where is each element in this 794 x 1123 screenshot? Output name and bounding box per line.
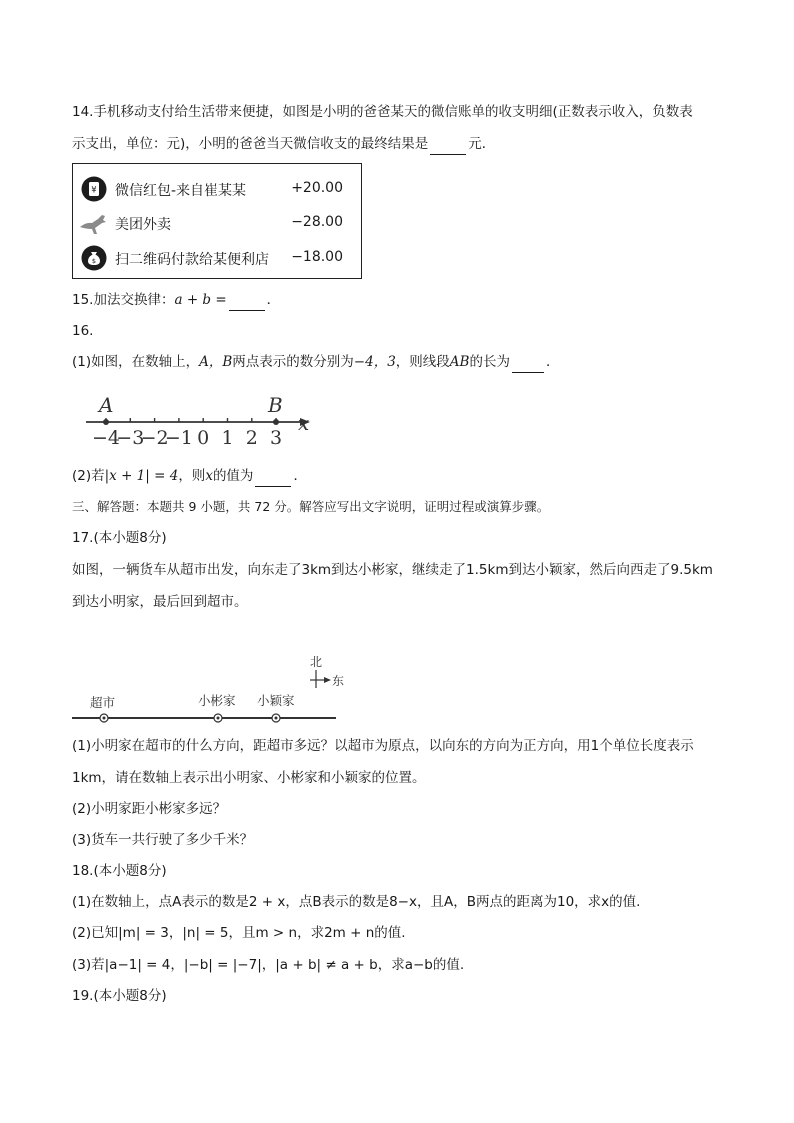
q16-p2-text: (2)若 xyxy=(72,468,105,484)
place-label-xiaobin: 小彬家 xyxy=(198,693,236,708)
compass-east-arrow xyxy=(324,677,331,683)
compass-east-label: 东 xyxy=(332,674,345,688)
q16-part2 xyxy=(72,466,307,487)
q14-line1: 14.手机移动支付给生活带来便捷，如图是小明的爸爸某天的微信账单的收支明细(正数表示收入，负数表 xyxy=(72,104,693,120)
tick-label: −2 xyxy=(140,427,169,449)
wechat-bill-box xyxy=(72,163,362,279)
tick-label: 2 xyxy=(245,427,258,449)
tick-label: −1 xyxy=(164,427,193,449)
transaction-row xyxy=(73,207,361,241)
q16-p1-text3: ，则线段 xyxy=(395,354,450,370)
tick-label: −4 xyxy=(91,427,121,449)
q15-text: 15.加法交换律： xyxy=(72,292,175,308)
tick-label: 1 xyxy=(221,427,234,449)
q17-text-2: 到达小明家，最后回到超市。 xyxy=(72,594,248,610)
q16-number: 16. xyxy=(72,323,94,339)
place-marker-xiaoying xyxy=(272,714,280,722)
place-label-xiaoying: 小颖家 xyxy=(257,693,295,708)
route-map-figure xyxy=(72,650,352,725)
q19-title: 19.(本小题8分) xyxy=(72,988,167,1004)
point-a xyxy=(103,419,109,425)
q16-p2-var: x xyxy=(205,468,213,484)
q16-p1-text: (1)如图，在数轴上， xyxy=(72,354,200,370)
money-bag-icon xyxy=(81,245,107,271)
q17-part1-line2: 1km，请在数轴上表示出小明家、小彬家和小颖家的位置。 xyxy=(72,770,426,786)
transaction-name: 微信红包-来自崔某某 xyxy=(115,183,247,199)
transaction-name: 美团外卖 xyxy=(115,217,171,233)
q16-p2-text3: 的值为 xyxy=(212,468,254,484)
meituan-kangaroo-icon xyxy=(77,210,109,236)
tick-label: 3 xyxy=(270,427,283,449)
q16-p1-end: ． xyxy=(545,354,560,370)
point-b xyxy=(273,419,279,425)
transaction-name: 扫二维码付款给某便利店 xyxy=(115,252,269,268)
q14-line2-text: 示支出，单位：元)，小明的爸爸当天微信收支的最终结果是 xyxy=(72,136,429,152)
q14-line2 xyxy=(72,134,495,155)
q18-part3: (3)若|a−1| = 4，|−b| = |−7|，|a + b| ≠ a + b，求a−b的值. xyxy=(72,957,465,973)
place-label-supermarket: 超市 xyxy=(90,695,116,710)
transaction-row xyxy=(73,173,361,207)
transaction-amount: −18.00 xyxy=(291,249,343,265)
transaction-row xyxy=(73,242,361,276)
svg-text:¥: ¥ xyxy=(91,185,97,196)
tick-label: −3 xyxy=(116,427,145,449)
number-line-figure xyxy=(80,392,320,452)
answer-blank-14[interactable] xyxy=(430,134,466,155)
red-packet-icon xyxy=(81,176,107,202)
section-3-header: 三、解答题：本题共 9 小题，共 72 分。解答应写出文字说明，证明过程或演算步骤。 xyxy=(72,499,550,514)
q17-part3: (3)货车一共行驶了多少千米？ xyxy=(72,832,254,848)
place-marker-supermarket xyxy=(100,714,108,722)
q15-line xyxy=(72,290,280,311)
answer-blank-16-1[interactable] xyxy=(512,352,544,373)
q16-p1-points: A，B xyxy=(199,354,233,370)
q16-p1-values: −4，3 xyxy=(353,354,396,370)
q14-line2-unit: 元． xyxy=(468,136,496,152)
place-marker-xiaobin xyxy=(214,714,222,722)
q16-p1-segment: AB xyxy=(449,354,470,370)
q18-title: 18.(本小题8分) xyxy=(72,863,167,879)
q18-part1: (1)在数轴上，点A表示的数是2 + x，点B表示的数是8−x，且A，B两点的距离为10，求x的值. xyxy=(72,894,641,910)
q17-text-1: 如图，一辆货车从超市出发，向东走了3km到达小彬家，继续走了1.5km到达小颖家，然后向西走了9.5km xyxy=(72,562,713,578)
q17-title: 17.(本小题8分) xyxy=(72,530,167,546)
q17-part2: (2)小明家距小彬家多远？ xyxy=(72,801,227,817)
point-b-label: B xyxy=(268,393,283,417)
transaction-amount: −28.00 xyxy=(291,214,343,230)
q16-p1-text4: 的长为 xyxy=(469,354,510,370)
q17-part1-line1: (1)小明家在超市的什么方向，距超市多远？以超市为原点，以向东的方向为正方向，用1个单位长度表示 xyxy=(72,738,694,754)
q16-p2-end: ． xyxy=(293,468,307,484)
q18-part2: (2)已知|m| = 3，|n| = 5，且m > n，求2m + n的值. xyxy=(72,925,406,941)
q15-math: a + b = xyxy=(174,292,227,308)
answer-blank-16-2[interactable] xyxy=(255,466,291,487)
compass-north-label: 北 xyxy=(310,655,323,669)
svg-text:$: $ xyxy=(91,257,97,266)
tick-label: 0 xyxy=(197,427,210,449)
q16-p2-math: |x + 1| = 4 xyxy=(104,468,179,484)
q16-p1-text2: 两点表示的数分别为 xyxy=(232,354,354,370)
q16-p2-text2: ，则 xyxy=(178,468,206,484)
axis-label-x: x xyxy=(298,411,310,435)
point-a-label: A xyxy=(99,393,114,417)
transaction-amount: +20.00 xyxy=(291,180,343,196)
q16-part1 xyxy=(72,352,559,373)
answer-blank-15[interactable] xyxy=(229,290,265,311)
q15-end: ． xyxy=(266,292,281,308)
